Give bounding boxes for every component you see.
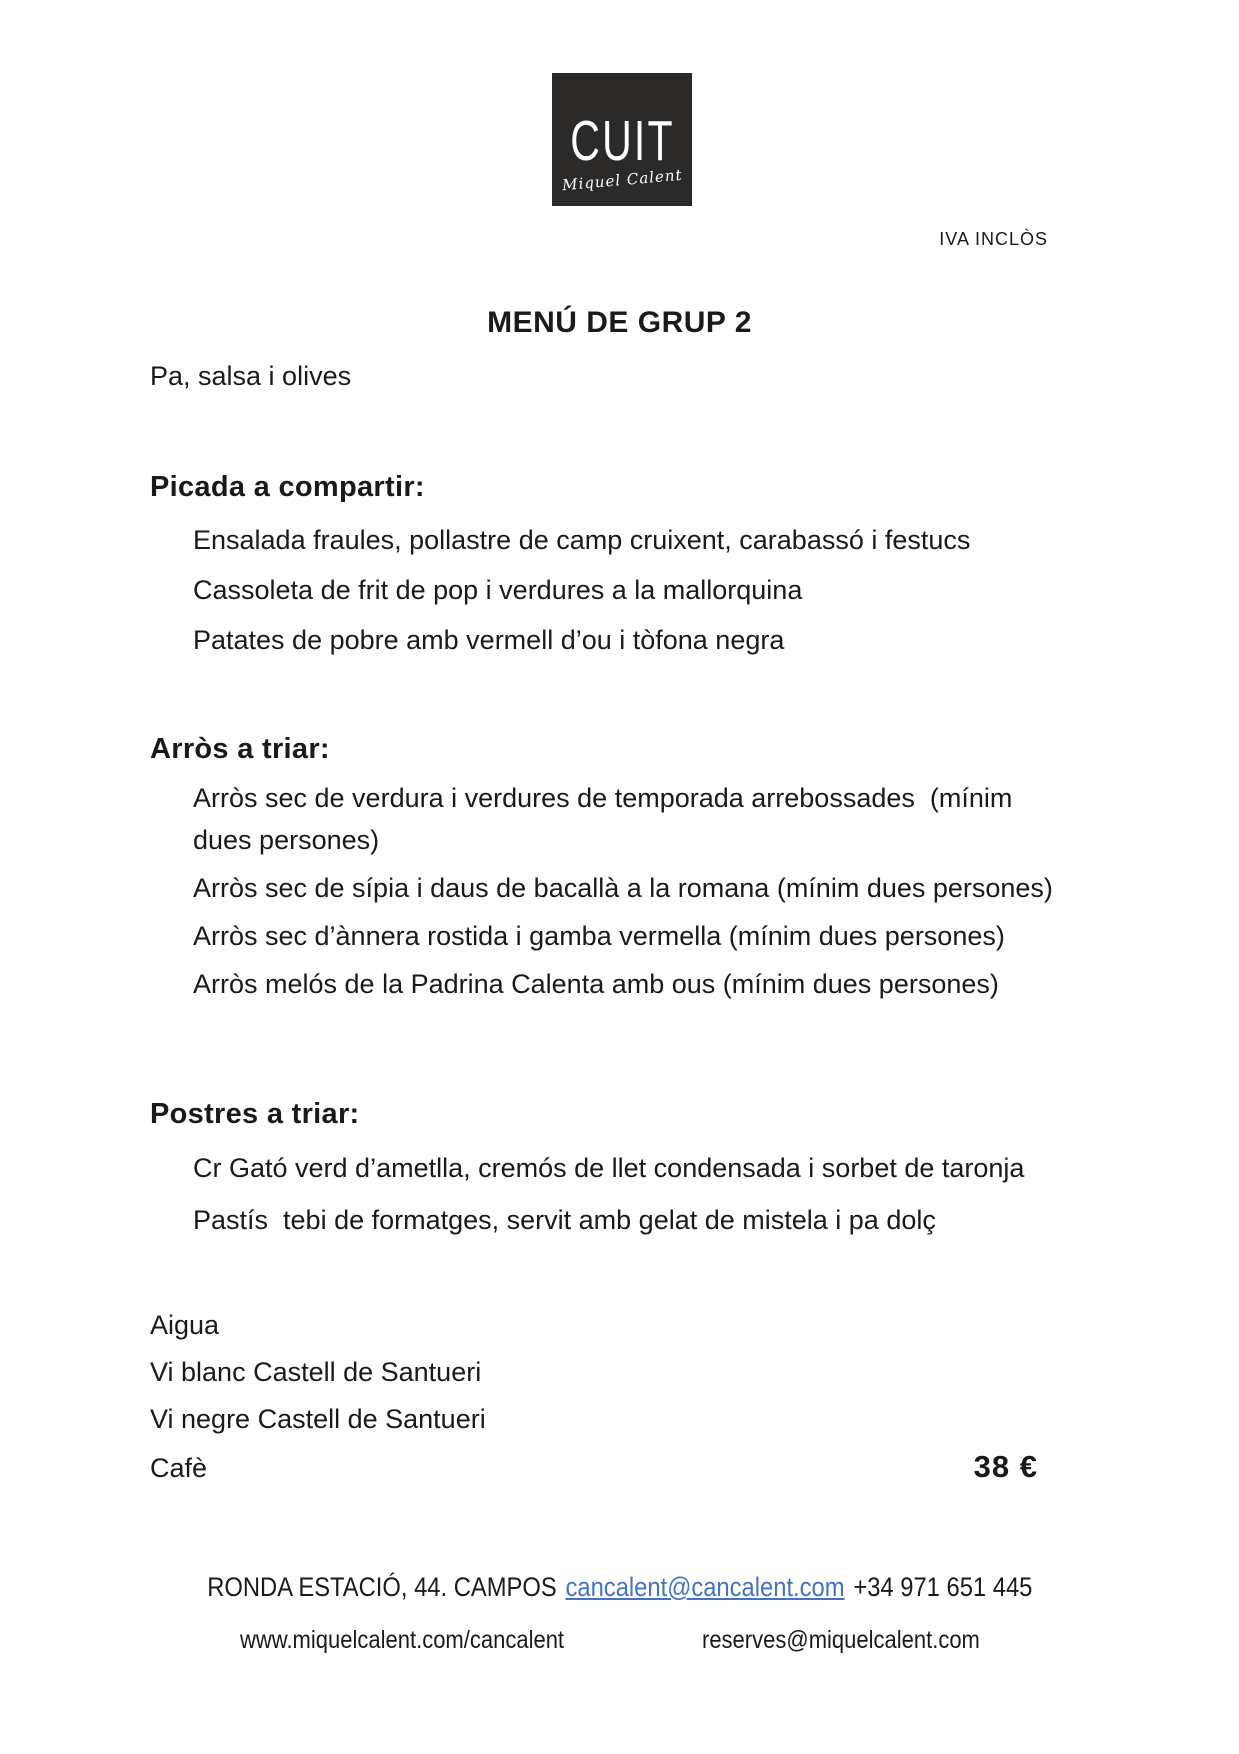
- menu-item: Arròs melós de la Padrina Calenta amb ous (mínim dues persones): [193, 969, 999, 999]
- beverage-item: Vi blanc Castell de Santueri: [150, 1357, 482, 1387]
- section-items: [150, 1142, 1024, 1246]
- menu-item: Arròs sec d’ànnera rostida i gamba vermella (mínim dues persones): [193, 921, 1005, 951]
- menu-item: Pastís tebi de formatges, servit amb gelat de mistela i pa dolç: [193, 1205, 936, 1235]
- section-items: [150, 777, 1073, 1005]
- footer-contact-inner: [207, 1567, 1032, 1607]
- section-heading: Postres a triar:: [150, 1098, 360, 1130]
- section-picada: [150, 467, 970, 665]
- menu-item: Ensalada fraules, pollastre de camp cruixent, carabassó i festucs: [193, 525, 971, 555]
- menu-item: Patates de pobre amb vermell d’ou i tòfona negra: [193, 625, 785, 655]
- section-heading: Arròs a triar:: [150, 733, 330, 765]
- beverage-item: Aigua: [150, 1310, 220, 1340]
- section-postres: [150, 1094, 1024, 1246]
- section-heading: Picada a compartir:: [150, 471, 425, 503]
- section-items: [150, 515, 970, 665]
- beverage-list: [150, 1302, 1038, 1492]
- beverage-item: Vi negre Castell de Santueri: [150, 1404, 486, 1434]
- section-arros: [150, 729, 1073, 1011]
- footer-contact-line: [0, 1567, 1239, 1607]
- menu-item: Cassoleta de frit de pop i verdures a la mallorquina: [193, 575, 803, 605]
- footer-secondary-line: [0, 1626, 1239, 1666]
- menu-item: Cr Gató verd d’ametlla, cremós de llet condensada i sorbet de taronja: [193, 1153, 1025, 1183]
- menu-title: MENÚ DE GRUP 2: [487, 306, 752, 339]
- logo-signature: Miquel Calent: [561, 165, 683, 194]
- menu-price: 38 €: [973, 1449, 1038, 1484]
- menu-item: Arròs sec de sípia i daus de bacallà a la romana (mínim dues persones): [193, 873, 1053, 903]
- tax-included-note: IVA INCLÒS: [939, 229, 1048, 249]
- reservations-email-text: reserves@miquelcalent.com: [702, 1626, 980, 1654]
- website-text: www.miquelcalent.com/cancalent: [240, 1626, 565, 1654]
- address-text: RONDA ESTACIÓ, 44. CAMPOS: [206, 1572, 557, 1602]
- menu-item: Arròs sec de verdura i verdures de temporada arrebossades (mínim dues persones): [193, 783, 1020, 855]
- intro-item: Pa, salsa i olives: [150, 361, 352, 391]
- logo-wordmark: CUIT: [569, 109, 675, 174]
- beverage-price-row: [150, 1443, 1038, 1492]
- email-link[interactable]: cancalent@cancalent.com: [565, 1572, 845, 1602]
- beverage-item: Cafè: [150, 1453, 208, 1483]
- phone-number: +34 971 651 445: [853, 1572, 1033, 1602]
- restaurant-logo: [552, 73, 692, 206]
